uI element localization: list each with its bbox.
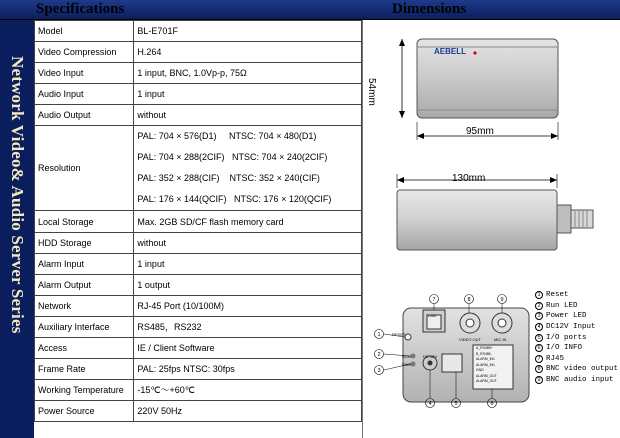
width-dimension-label: 95mm: [466, 126, 494, 137]
spec-row: [35, 84, 362, 105]
spec-label: Audio Output: [35, 105, 134, 126]
svg-text:4: 4: [428, 401, 432, 407]
io-port-label: ALARM_OUT: [476, 373, 497, 378]
io-port-label: GND: [476, 368, 484, 372]
run-led: [411, 354, 416, 359]
legend-item: [535, 354, 618, 365]
svg-text:7: 7: [432, 297, 436, 303]
spec-row: [35, 295, 362, 316]
spec-value: without: [134, 232, 362, 253]
spec-table: [34, 20, 362, 422]
legend-item: [535, 343, 618, 354]
series-title: Network Video& Audio Server Series: [8, 56, 27, 334]
io-port-label: ALARM_IN1: [476, 357, 495, 361]
spec-value: BL-E701F: [134, 21, 362, 42]
spec-value: H.264: [134, 42, 362, 63]
legend-text: Run LED: [546, 301, 578, 310]
spec-value: Max. 2GB SD/CF flash memory card: [134, 211, 362, 232]
spec-row: [35, 21, 362, 42]
bnc-connector: [557, 205, 571, 233]
legend-number: 8: [535, 365, 543, 373]
legend-text: BNC audio input: [546, 376, 614, 385]
spec-value: [134, 126, 362, 211]
length-dimension-label: 130mm: [452, 173, 486, 184]
io-port-label: B_RS485-: [476, 351, 492, 356]
side-body: [397, 190, 557, 250]
io-port-label: ALARM_OUT: [476, 379, 497, 383]
spec-value: RS485，RS232: [134, 316, 362, 337]
spec-row: [35, 105, 362, 126]
legend-text: DC12V Input: [546, 323, 596, 332]
legend-number: 2: [535, 302, 543, 310]
legend-text: Power LED: [546, 312, 587, 321]
legend-number: 9: [535, 376, 543, 384]
spec-row: [35, 42, 362, 63]
reset-button: [405, 334, 411, 340]
spec-label: Access: [35, 338, 134, 359]
spec-row: [35, 232, 362, 253]
panel-run-label: RUN: [402, 354, 411, 359]
legend-item: [535, 322, 618, 333]
spec-row: [35, 63, 362, 84]
spec-row: [35, 253, 362, 274]
svg-text:8: 8: [467, 297, 471, 303]
spec-value: without: [134, 105, 362, 126]
svg-text:3: 3: [377, 368, 381, 374]
spec-row: [35, 359, 362, 380]
spec-row: [35, 380, 362, 401]
spec-value: -15℃～+60℃: [134, 380, 362, 401]
panel-legend: [535, 290, 618, 385]
spec-label: Local Storage: [35, 211, 134, 232]
spec-label: Working Temperature: [35, 380, 134, 401]
spec-row: [35, 126, 362, 211]
io-port-labels: [476, 346, 497, 385]
device-side-view: [385, 170, 615, 255]
io-port-label: ALARM_IN1: [476, 362, 495, 367]
spec-label: Network: [35, 295, 134, 316]
spec-row: [35, 338, 362, 359]
spec-row: [35, 274, 362, 295]
resolution-line: PAL: 704 × 288(2CIF) NTSC: 704 × 240(2CIF): [137, 152, 328, 163]
height-dimension-label: 54mm: [366, 78, 377, 106]
spec-label: Resolution: [35, 126, 134, 211]
spec-value: 220V 50Hz: [134, 401, 362, 422]
header-bar: [0, 0, 620, 20]
legend-number: 1: [535, 291, 543, 299]
spec-label: Audio Input: [35, 84, 134, 105]
panel-lan-label: LAN: [428, 313, 436, 318]
panel-reset-label: RESET: [392, 332, 406, 337]
legend-text: Reset: [546, 291, 569, 300]
column-divider: [362, 20, 363, 438]
spec-label: Alarm Output: [35, 274, 134, 295]
legend-item: [535, 301, 618, 312]
io-port-label: A_RS485+: [476, 346, 493, 350]
rj45-port: [442, 354, 462, 372]
brand-logo: AEBELL: [434, 47, 466, 56]
resolution-line: PAL: 704 × 576(D1) NTSC: 704 × 480(D1): [137, 131, 317, 142]
legend-number: 5: [535, 334, 543, 342]
spec-label: Model: [35, 21, 134, 42]
spec-row: [35, 211, 362, 232]
panel-mic-in-label: MIC IN: [494, 337, 507, 342]
spec-value: 1 output: [134, 274, 362, 295]
legend-item: [535, 375, 618, 386]
legend-item: [535, 332, 618, 343]
spec-label: Power Source: [35, 401, 134, 422]
device-rear-panel: [368, 290, 533, 435]
dimensions-heading: Dimensions: [392, 1, 467, 17]
svg-text:1: 1: [377, 332, 381, 338]
resolution-line: PAL: 176 × 144(QCIF) NTSC: 176 × 120(QCIF): [137, 194, 332, 205]
spec-value: RJ-45 Port (10/100M): [134, 295, 362, 316]
legend-text: I/O ports: [546, 333, 587, 342]
legend-item: [535, 311, 618, 322]
spec-row: [35, 401, 362, 422]
spec-value: 1 input: [134, 84, 362, 105]
spec-label: Auxiliary Interface: [35, 316, 134, 337]
legend-number: 6: [535, 344, 543, 352]
spec-value: 1 input, BNC, 1.0Vp-p, 75Ω: [134, 63, 362, 84]
spec-label: HDD Storage: [35, 232, 134, 253]
legend-number: 4: [535, 323, 543, 331]
legend-item: [535, 290, 618, 301]
legend-number: 3: [535, 312, 543, 320]
svg-text:2: 2: [377, 352, 381, 358]
spec-label: Video Compression: [35, 42, 134, 63]
svg-text:9: 9: [500, 297, 504, 303]
svg-text:6: 6: [490, 401, 494, 407]
legend-text: BNC video output: [546, 365, 619, 374]
panel-pwr-label: PWR: [402, 362, 412, 367]
legend-item: [535, 364, 618, 375]
panel-dc12v-label: DC 12V: [423, 354, 438, 359]
spec-value: PAL: 25fps NTSC: 30fps: [134, 359, 362, 380]
spec-label: Video Input: [35, 63, 134, 84]
legend-number: 7: [535, 355, 543, 363]
spec-label: Alarm Input: [35, 253, 134, 274]
legend-text: RJ45: [546, 354, 565, 363]
spec-row: [35, 316, 362, 337]
specifications-heading: Specifications: [36, 1, 125, 17]
svg-text:5: 5: [454, 401, 458, 407]
legend-text: I/O INFO: [546, 344, 583, 353]
spec-value: 1 input: [134, 253, 362, 274]
spec-label: Frame Rate: [35, 359, 134, 380]
resolution-line: PAL: 352 × 288(CIF) NTSC: 352 × 240(CIF): [137, 173, 320, 184]
side-bar: [0, 20, 34, 438]
panel-video-out-label: VIDEO OUT: [459, 337, 482, 342]
spec-value: IE / Client Software: [134, 338, 362, 359]
